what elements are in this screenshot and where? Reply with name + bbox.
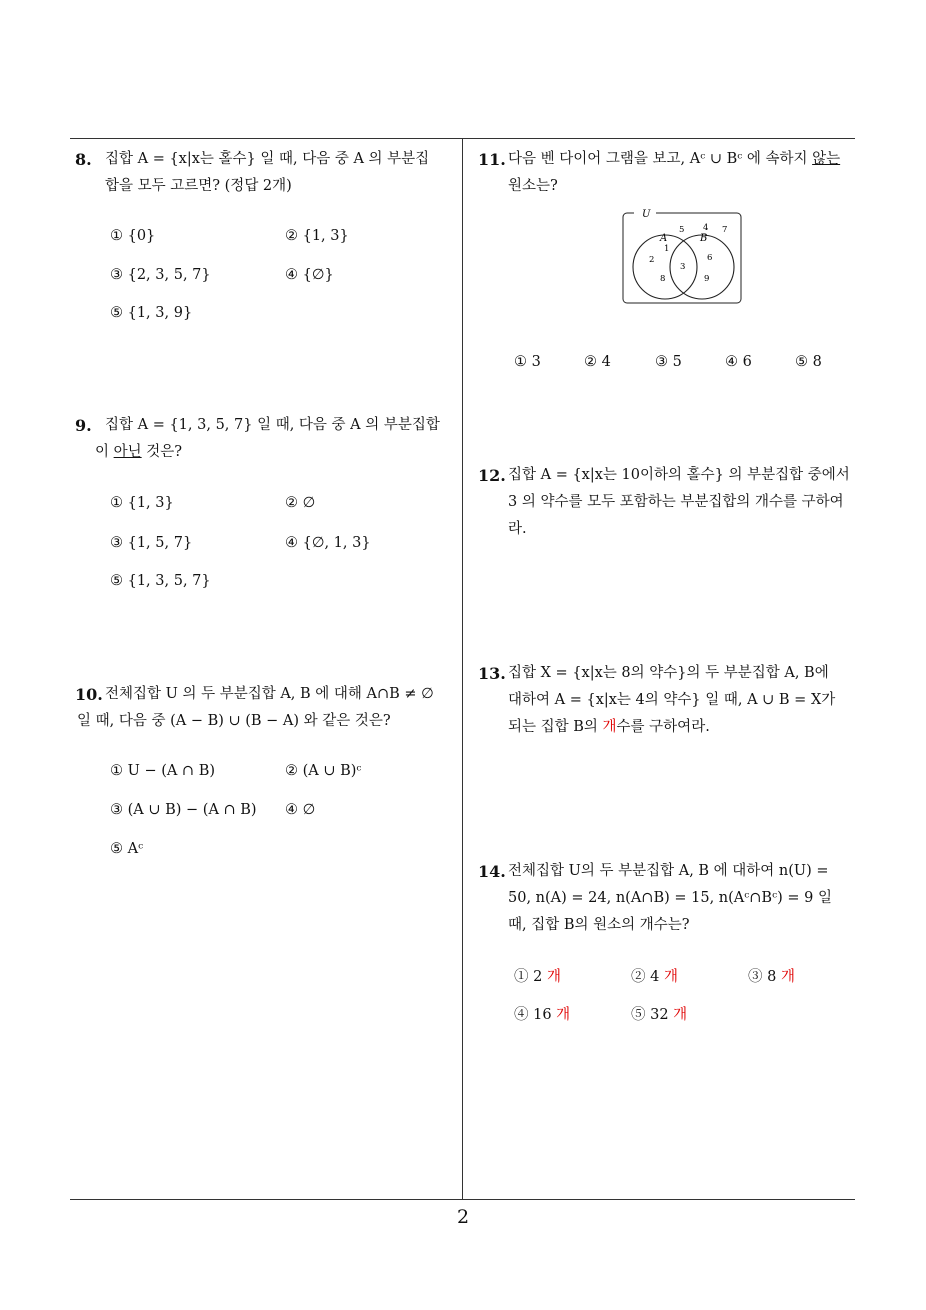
- question-text: 때, 집합 B의 원소의 개수는?: [508, 917, 690, 933]
- answer-option[interactable]: ⑤ Aᶜ: [110, 841, 144, 857]
- question-13: [478, 660, 863, 741]
- question-text: 다음 벤 다이어 그램을 보고, Aᶜ ∪ Bᶜ 에 속하지 않는: [508, 151, 841, 167]
- question-number: 11.: [478, 150, 506, 169]
- question-text: 집합 X = {x|x는 8의 약수}의 두 부분집합 A, B에: [508, 665, 829, 681]
- question-number: 14.: [478, 862, 506, 881]
- set-b-label: B: [700, 233, 708, 244]
- venn-element: 6: [707, 253, 713, 263]
- venn-diagram: [618, 205, 748, 307]
- column-divider: [462, 138, 463, 1200]
- answer-option[interactable]: ④ {∅}: [285, 267, 334, 283]
- answer-option[interactable]: ⑤ {1, 3, 5, 7}: [110, 573, 211, 589]
- question-text: 라.: [508, 521, 527, 537]
- answer-option[interactable]: ① 3: [514, 354, 541, 370]
- underlined-word: 아닌: [113, 444, 142, 460]
- venn-element: 9: [704, 274, 710, 284]
- answer-option[interactable]: ① {0}: [110, 228, 156, 244]
- answer-option[interactable]: ② ∅: [285, 495, 316, 511]
- page-number: 2: [456, 1206, 470, 1228]
- answer-option[interactable]: ④ ∅: [285, 802, 316, 818]
- venn-element: 5: [679, 225, 685, 235]
- question-12: [478, 462, 863, 543]
- set-a-label: A: [660, 233, 668, 244]
- answer-option[interactable]: ② (A ∪ B)ᶜ: [285, 763, 362, 779]
- question-8: [75, 146, 460, 200]
- question-text: 일 때, 다음 중 (A − B) ∪ (B − A) 와 같은 것은?: [77, 713, 391, 729]
- answer-option[interactable]: ② 4 개: [631, 969, 678, 985]
- question-text: 되는 집합 B의 개수를 구하여라.: [508, 719, 710, 735]
- question-text: 합을 모두 고르면? (정답 2개): [105, 178, 292, 194]
- answer-option[interactable]: ① U − (A ∩ B): [110, 763, 216, 779]
- question-text: 이 아닌 것은?: [95, 444, 183, 460]
- question-text: 전체집합 U의 두 부분집합 A, B 에 대하여 n(U) =: [508, 863, 829, 879]
- venn-element: 2: [649, 255, 655, 265]
- answer-option[interactable]: ④ 6: [725, 354, 752, 370]
- question-text: 원소는?: [508, 178, 558, 194]
- question-number: 9.: [75, 416, 92, 435]
- question-number: 12.: [478, 466, 506, 485]
- answer-option[interactable]: ① 2 개: [514, 969, 561, 985]
- question-text: 집합 A = {x|x는 홀수} 일 때, 다음 중 A 의 부분집: [105, 151, 430, 167]
- question-14: [478, 858, 863, 939]
- answer-option[interactable]: ④ 16 개: [514, 1007, 571, 1023]
- answer-option[interactable]: ③ {1, 5, 7}: [110, 535, 193, 551]
- question-text: 전체집합 U 의 두 부분집합 A, B 에 대해 A∩B ≠ ∅: [105, 686, 434, 702]
- question-text: 대하여 A = {x|x는 4의 약수} 일 때, A ∪ B = X가: [508, 692, 836, 708]
- answer-option[interactable]: ③ 5: [655, 354, 682, 370]
- venn-element: 7: [722, 225, 728, 235]
- highlighted-text: 개: [602, 719, 617, 735]
- answer-option[interactable]: ⑤ 32 개: [631, 1007, 688, 1023]
- question-11: [478, 146, 863, 200]
- venn-element: 3: [680, 262, 686, 272]
- answer-option[interactable]: ③ (A ∪ B) − (A ∩ B): [110, 802, 257, 818]
- question-9: [75, 412, 460, 466]
- question-number: 8.: [75, 150, 92, 169]
- question-10: [75, 681, 460, 735]
- question-text: 50, n(A) = 24, n(A∩B) = 15, n(Aᶜ∩Bᶜ) = 9 일: [508, 890, 832, 906]
- venn-element: 1: [664, 244, 670, 254]
- answer-option[interactable]: ② 4: [584, 354, 611, 370]
- venn-element: 4: [703, 223, 709, 233]
- question-text: 3 의 약수를 모두 포함하는 부분집합의 개수를 구하여: [508, 494, 844, 510]
- question-number: 13.: [478, 664, 506, 683]
- answer-option[interactable]: ③ 8 개: [748, 969, 795, 985]
- bottom-rule: [70, 1199, 855, 1200]
- underlined-word: 않는: [812, 151, 841, 167]
- answer-option[interactable]: ② {1, 3}: [285, 228, 349, 244]
- question-number: 10.: [75, 685, 103, 704]
- answer-option[interactable]: ⑤ 8: [795, 354, 822, 370]
- question-text: 집합 A = {x|x는 10이하의 홀수} 의 부분집합 중에서: [508, 467, 850, 483]
- answer-option[interactable]: ① {1, 3}: [110, 495, 174, 511]
- question-text: 집합 A = {1, 3, 5, 7} 일 때, 다음 중 A 의 부분집합: [105, 417, 440, 433]
- answer-option[interactable]: ⑤ {1, 3, 9}: [110, 305, 193, 321]
- answer-option[interactable]: ③ {2, 3, 5, 7}: [110, 267, 211, 283]
- venn-element: 8: [660, 274, 666, 284]
- answer-option[interactable]: ④ {∅, 1, 3}: [285, 535, 371, 551]
- universe-label: U: [642, 209, 651, 220]
